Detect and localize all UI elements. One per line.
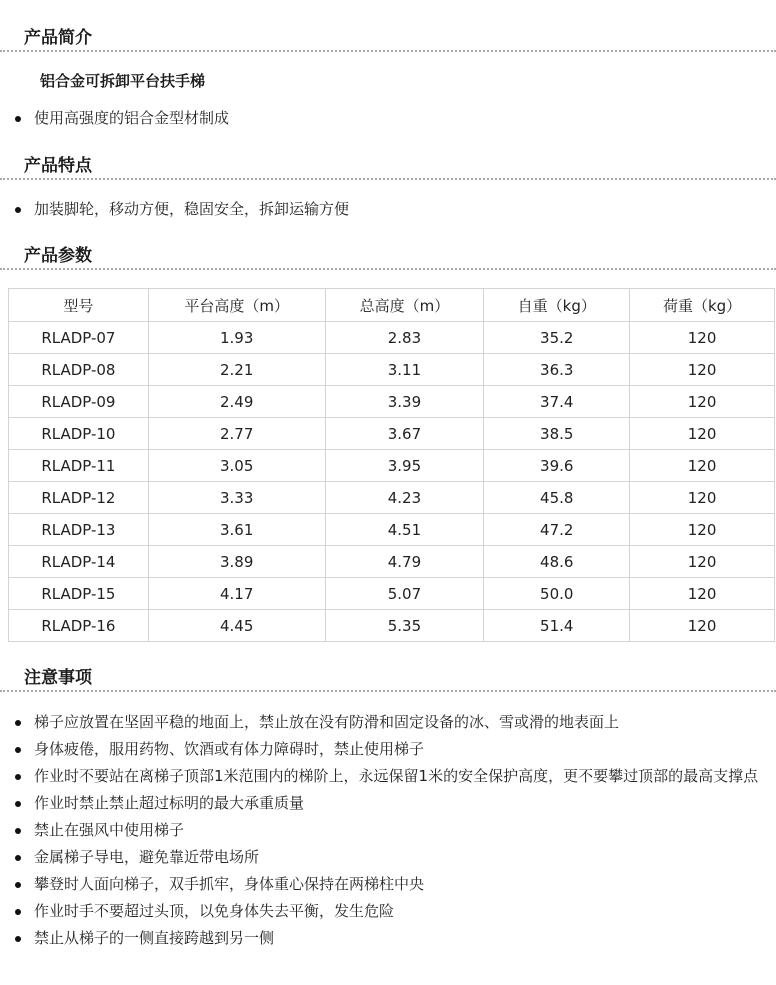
list-item: 金属梯子导电，避免靠近带电场所 bbox=[0, 847, 776, 868]
cell-load: 120 bbox=[630, 610, 775, 642]
cell-self-weight: 45.8 bbox=[484, 482, 630, 514]
cell-platform-height: 1.93 bbox=[148, 322, 325, 354]
table-row bbox=[9, 578, 775, 610]
cell-total-height: 3.95 bbox=[325, 450, 484, 482]
cell-model: RLADP-07 bbox=[9, 322, 149, 354]
list-item: 加装脚轮，移动方便，稳固安全，拆卸运输方便 bbox=[0, 199, 776, 220]
cell-platform-height: 3.05 bbox=[148, 450, 325, 482]
cell-model: RLADP-15 bbox=[9, 578, 149, 610]
list-item: 禁止在强风中使用梯子 bbox=[0, 820, 776, 841]
section-title-intro: 产品简介 bbox=[0, 24, 776, 52]
cell-self-weight: 48.6 bbox=[484, 546, 630, 578]
list-item: 作业时不要站在离梯子顶部1米范围内的梯阶上，永远保留1米的安全保护高度，更不要攀过顶部的最高支撑点 bbox=[0, 766, 776, 787]
table-row bbox=[9, 386, 775, 418]
cell-platform-height: 4.17 bbox=[148, 578, 325, 610]
list-item: 梯子应放置在坚固平稳的地面上，禁止放在没有防滑和固定设备的冰、雪或滑的地表面上 bbox=[0, 712, 776, 733]
cell-total-height: 4.23 bbox=[325, 482, 484, 514]
list-item: 禁止从梯子的一侧直接跨越到另一侧 bbox=[0, 928, 776, 949]
cell-model: RLADP-09 bbox=[9, 386, 149, 418]
cell-self-weight: 47.2 bbox=[484, 514, 630, 546]
cell-model: RLADP-11 bbox=[9, 450, 149, 482]
header-self-weight: 自重（kg） bbox=[484, 289, 630, 322]
list-item: 作业时手不要超过头顶，以免身体失去平衡，发生危险 bbox=[0, 901, 776, 922]
cell-model: RLADP-12 bbox=[9, 482, 149, 514]
table-row bbox=[9, 450, 775, 482]
cell-load: 120 bbox=[630, 418, 775, 450]
cell-platform-height: 4.45 bbox=[148, 610, 325, 642]
cell-load: 120 bbox=[630, 386, 775, 418]
cell-load: 120 bbox=[630, 514, 775, 546]
intro-list bbox=[0, 108, 776, 135]
header-load: 荷重（kg） bbox=[630, 289, 775, 322]
cell-model: RLADP-13 bbox=[9, 514, 149, 546]
table-row bbox=[9, 418, 775, 450]
list-item: 使用高强度的铝合金型材制成 bbox=[0, 108, 776, 129]
cell-model: RLADP-10 bbox=[9, 418, 149, 450]
cell-total-height: 5.35 bbox=[325, 610, 484, 642]
table-row bbox=[9, 546, 775, 578]
list-item: 身体疲倦，服用药物、饮酒或有体力障碍时，禁止使用梯子 bbox=[0, 739, 776, 760]
section-title-notes: 注意事项 bbox=[0, 664, 776, 692]
cell-total-height: 4.51 bbox=[325, 514, 484, 546]
cell-total-height: 3.11 bbox=[325, 354, 484, 386]
cell-platform-height: 3.33 bbox=[148, 482, 325, 514]
cell-self-weight: 37.4 bbox=[484, 386, 630, 418]
cell-platform-height: 2.49 bbox=[148, 386, 325, 418]
table-row bbox=[9, 610, 775, 642]
cell-platform-height: 3.89 bbox=[148, 546, 325, 578]
table-header-row bbox=[9, 289, 775, 322]
table-row bbox=[9, 482, 775, 514]
cell-model: RLADP-16 bbox=[9, 610, 149, 642]
table-row bbox=[9, 514, 775, 546]
cell-load: 120 bbox=[630, 450, 775, 482]
header-total-height: 总高度（m） bbox=[325, 289, 484, 322]
cell-load: 120 bbox=[630, 482, 775, 514]
cell-model: RLADP-08 bbox=[9, 354, 149, 386]
table-row bbox=[9, 354, 775, 386]
cell-load: 120 bbox=[630, 546, 775, 578]
product-name: 铝合金可拆卸平台扶手梯 bbox=[40, 72, 206, 90]
cell-self-weight: 35.2 bbox=[484, 322, 630, 354]
notes-list bbox=[0, 712, 776, 955]
header-platform-height: 平台高度（m） bbox=[148, 289, 325, 322]
params-table bbox=[8, 288, 775, 642]
features-list bbox=[0, 199, 776, 226]
cell-total-height: 4.79 bbox=[325, 546, 484, 578]
cell-total-height: 3.67 bbox=[325, 418, 484, 450]
cell-load: 120 bbox=[630, 322, 775, 354]
cell-total-height: 2.83 bbox=[325, 322, 484, 354]
cell-self-weight: 39.6 bbox=[484, 450, 630, 482]
cell-platform-height: 3.61 bbox=[148, 514, 325, 546]
cell-load: 120 bbox=[630, 578, 775, 610]
list-item: 作业时禁止禁止超过标明的最大承重质量 bbox=[0, 793, 776, 814]
section-title-features: 产品特点 bbox=[0, 152, 776, 180]
cell-self-weight: 38.5 bbox=[484, 418, 630, 450]
cell-total-height: 3.39 bbox=[325, 386, 484, 418]
table-row bbox=[9, 322, 775, 354]
cell-load: 120 bbox=[630, 354, 775, 386]
section-title-params: 产品参数 bbox=[0, 242, 776, 270]
cell-platform-height: 2.77 bbox=[148, 418, 325, 450]
header-model: 型号 bbox=[9, 289, 149, 322]
cell-model: RLADP-14 bbox=[9, 546, 149, 578]
cell-self-weight: 36.3 bbox=[484, 354, 630, 386]
cell-self-weight: 50.0 bbox=[484, 578, 630, 610]
cell-self-weight: 51.4 bbox=[484, 610, 630, 642]
list-item: 攀登时人面向梯子，双手抓牢，身体重心保持在两梯柱中央 bbox=[0, 874, 776, 895]
cell-total-height: 5.07 bbox=[325, 578, 484, 610]
cell-platform-height: 2.21 bbox=[148, 354, 325, 386]
